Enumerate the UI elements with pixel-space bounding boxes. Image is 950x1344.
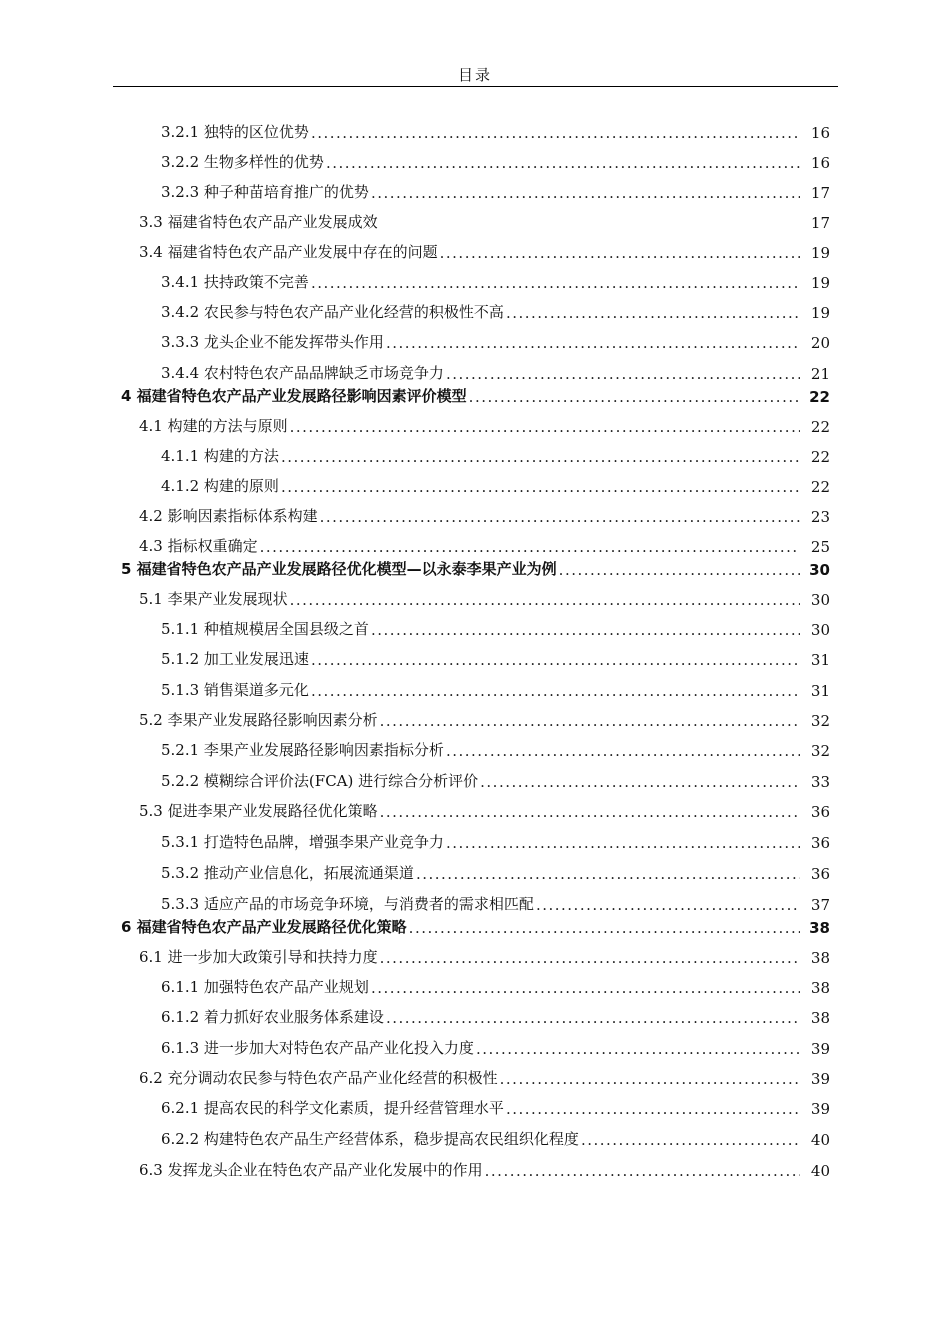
toc-entry[interactable]	[113, 937, 830, 967]
toc-entry-page-number: 39	[810, 1040, 830, 1058]
toc-leader-dots	[311, 682, 800, 700]
toc-entry-title: 5.3.3 适应产品的市场竞争环境，与消费者的需求相匹配	[161, 895, 534, 913]
toc-entry[interactable]	[113, 639, 830, 669]
toc-entry-title: 5.1.1 种植规模居全国县级之首	[161, 620, 369, 638]
toc-entry-page-number: 30	[810, 591, 830, 609]
toc-entry-page-number: 38	[810, 1009, 830, 1027]
toc-leader-dots	[446, 834, 800, 852]
toc-leader-dots	[380, 712, 800, 730]
toc-entry[interactable]	[113, 1058, 830, 1088]
toc-entry-title: 5.2.2 模糊综合评价法(FCA) 进行综合分析评价	[161, 772, 479, 790]
toc-entry-title: 3.2.1 独特的区位优势	[161, 123, 309, 141]
toc-entry[interactable]	[113, 1118, 830, 1149]
toc-entry-title: 3.2.2 生物多样性的优势	[161, 153, 324, 171]
toc-leader-dots	[371, 621, 800, 639]
toc-entry-page-number: 40	[810, 1131, 830, 1149]
toc-leader-dots	[476, 1040, 800, 1058]
toc-entry[interactable]	[113, 526, 830, 556]
toc-entry-title: 5.3.2 推动产业信息化，拓展流通渠道	[161, 864, 414, 882]
toc-entry-title: 4.1.2 构建的原则	[161, 477, 279, 495]
toc-entry[interactable]	[113, 669, 830, 700]
toc-leader-dots	[290, 418, 800, 436]
toc-entry-title: 4.2 影响因素指标体系构建	[139, 507, 318, 525]
toc-entry-title: 6.2 充分调动农民参与特色农产品产业化经营的积极性	[139, 1069, 498, 1087]
toc-entry-title: 4.1 构建的方法与原则	[139, 417, 288, 435]
toc-entry-page-number: 40	[810, 1162, 830, 1180]
toc-entry-title: 5 福建省特色农产品产业发展路径优化模型—以永泰李果产业为例	[121, 560, 557, 578]
toc-entry-page-number: 17	[810, 214, 830, 232]
toc-leader-dots	[485, 1162, 800, 1180]
toc-entry-title: 6.2.1 提高农民的科学文化素质，提升经营管理水平	[161, 1099, 504, 1117]
toc-leader-dots	[500, 1070, 800, 1088]
toc-entry[interactable]	[113, 852, 830, 883]
toc-leader-dots	[506, 304, 800, 322]
toc-entry-title: 4.1.1 构建的方法	[161, 447, 279, 465]
toc-leader-dots	[480, 773, 800, 791]
toc-leader-dots	[506, 1100, 800, 1118]
toc-entry-title: 3.2.3 种子种苗培育推广的优势	[161, 183, 369, 201]
toc-entry[interactable]	[113, 406, 830, 436]
toc-entry-page-number: 19	[810, 304, 830, 322]
toc-entry-title: 5.1.3 销售渠道多元化	[161, 681, 309, 699]
toc-leader-dots	[290, 591, 800, 609]
toc-entry-page-number: 36	[810, 865, 830, 883]
toc-entry[interactable]	[113, 322, 830, 352]
toc-entry-title: 5.2 李果产业发展路径影响因素分析	[139, 711, 378, 729]
toc-leader-dots	[281, 478, 800, 496]
toc-entry-title: 5.3 促进李果产业发展路径优化策略	[139, 802, 378, 820]
toc-entry-title: 3.4.1 扶持政策不完善	[161, 273, 309, 291]
toc-entry-title: 3.4 福建省特色农产品产业发展中存在的问题	[139, 243, 438, 261]
toc-entry-page-number: 30	[810, 621, 830, 639]
toc-entry-title: 5.3.1 打造特色品牌，增强李果产业竞争力	[161, 833, 444, 851]
toc-entry-page-number: 32	[810, 742, 830, 760]
toc-entry[interactable]	[113, 112, 830, 142]
toc-entry-page-number: 30	[809, 561, 830, 579]
toc-entry-title: 3.3.3 龙头企业不能发挥带头作用	[161, 333, 384, 351]
toc-leader-dots	[371, 184, 800, 202]
toc-entry-page-number: 39	[810, 1070, 830, 1088]
toc-leader-dots	[380, 803, 800, 821]
toc-entry[interactable]	[113, 556, 830, 579]
toc-entry-title: 4.3 指标权重确定	[139, 537, 258, 555]
toc-entry-page-number: 16	[810, 154, 830, 172]
toc-entry[interactable]	[113, 967, 830, 997]
toc-entry[interactable]	[113, 791, 830, 821]
toc-entry[interactable]	[113, 1149, 830, 1180]
toc-entry-page-number: 22	[810, 478, 830, 496]
toc-entry-title: 6.3 发挥龙头企业在特色农产品产业化发展中的作用	[139, 1161, 483, 1179]
toc-leader-dots	[380, 949, 800, 967]
header-rule	[113, 86, 838, 87]
toc-entry-page-number: 19	[810, 244, 830, 262]
toc-leader-dots	[559, 561, 800, 579]
toc-entry-title: 6.1.3 进一步加大对特色农产品产业化投入力度	[161, 1039, 474, 1057]
toc-entry-page-number: 38	[810, 949, 830, 967]
toc-entry-title: 5.1 李果产业发展现状	[139, 590, 288, 608]
toc-entry-title: 5.2.1 李果产业发展路径影响因素指标分析	[161, 741, 444, 759]
toc-entry-title: 3.4.2 农民参与特色农产品产业化经营的积极性不高	[161, 303, 504, 321]
toc-entry-title: 6.2.2 构建特色农产品生产经营体系，稳步提高农民组织化程度	[161, 1130, 579, 1148]
toc-entry-page-number: 22	[809, 388, 830, 406]
toc-leader-dots	[311, 274, 800, 292]
toc-entry-page-number: 37	[810, 896, 830, 914]
table-of-contents	[113, 112, 830, 1180]
toc-entry[interactable]	[113, 352, 830, 383]
toc-entry[interactable]	[113, 202, 830, 232]
toc-entry-page-number: 22	[810, 448, 830, 466]
toc-leader-dots	[416, 865, 800, 883]
toc-leader-dots	[320, 508, 800, 526]
toc-entry-page-number: 22	[810, 418, 830, 436]
toc-entry-page-number: 23	[810, 508, 830, 526]
toc-entry[interactable]	[113, 436, 830, 466]
toc-entry-title: 4 福建省特色农产品产业发展路径影响因素评价模型	[121, 387, 467, 405]
toc-entry-page-number: 17	[810, 184, 830, 202]
toc-entry[interactable]	[113, 383, 830, 406]
toc-leader-dots	[281, 448, 800, 466]
toc-entry[interactable]	[113, 466, 830, 496]
toc-entry-page-number: 32	[810, 712, 830, 730]
toc-entry-page-number: 21	[810, 365, 830, 383]
toc-entry-page-number: 36	[810, 803, 830, 821]
toc-entry[interactable]	[113, 292, 830, 322]
toc-entry-page-number: 33	[810, 773, 830, 791]
toc-entry-page-number: 25	[810, 538, 830, 556]
toc-entry-page-number: 19	[810, 274, 830, 292]
toc-leader-dots	[581, 1131, 800, 1149]
toc-entry-page-number: 38	[809, 919, 830, 937]
toc-entry[interactable]	[113, 821, 830, 852]
toc-entry[interactable]	[113, 997, 830, 1027]
toc-leader-dots	[311, 651, 800, 669]
toc-leader-dots	[386, 334, 800, 352]
toc-entry[interactable]	[113, 142, 830, 172]
toc-leader-dots	[260, 538, 800, 556]
toc-leader-dots	[469, 388, 800, 406]
toc-entry[interactable]	[113, 760, 830, 791]
toc-leader-dots	[440, 244, 800, 262]
toc-entry[interactable]	[113, 579, 830, 609]
toc-entry-title: 3.4.4 农村特色农产品品牌缺乏市场竞争力	[161, 364, 444, 382]
toc-entry-title: 6.1 进一步加大政策引导和扶持力度	[139, 948, 378, 966]
toc-entry[interactable]	[113, 883, 830, 914]
toc-leader-dots	[446, 742, 800, 760]
toc-entry-page-number: 20	[810, 334, 830, 352]
toc-entry[interactable]	[113, 496, 830, 526]
toc-entry[interactable]	[113, 700, 830, 730]
toc-entry-page-number: 36	[810, 834, 830, 852]
toc-entry[interactable]	[113, 262, 830, 292]
toc-leader-dots	[409, 919, 800, 937]
toc-entry-page-number: 38	[810, 979, 830, 997]
toc-entry[interactable]	[113, 232, 830, 262]
toc-entry[interactable]	[113, 1088, 830, 1118]
toc-entry-page-number: 39	[810, 1100, 830, 1118]
toc-entry[interactable]	[113, 914, 830, 937]
toc-entry[interactable]	[113, 730, 830, 760]
toc-entry[interactable]	[113, 609, 830, 639]
toc-entry-title: 6.1.2 着力抓好农业服务体系建设	[161, 1008, 384, 1026]
toc-entry-page-number: 31	[810, 682, 830, 700]
toc-entry[interactable]	[113, 1027, 830, 1058]
toc-leader-dots	[326, 154, 800, 172]
toc-leader-dots	[371, 979, 800, 997]
toc-entry-title: 6.1.1 加强特色农产品产业规划	[161, 978, 369, 996]
toc-entry[interactable]	[113, 172, 830, 202]
toc-entry-title: 5.1.2 加工业发展迅速	[161, 650, 309, 668]
page-header-title: 目录	[457, 66, 492, 84]
toc-leader-dots	[386, 1009, 800, 1027]
toc-entry-title: 3.3 福建省特色农产品产业发展成效	[139, 213, 378, 231]
toc-entry-page-number: 16	[810, 124, 830, 142]
toc-entry-page-number: 31	[810, 651, 830, 669]
toc-entry-title: 6 福建省特色农产品产业发展路径优化策略	[121, 918, 407, 936]
toc-leader-dots	[311, 124, 800, 142]
toc-leader-dots	[536, 896, 800, 914]
toc-leader-dots	[446, 365, 800, 383]
